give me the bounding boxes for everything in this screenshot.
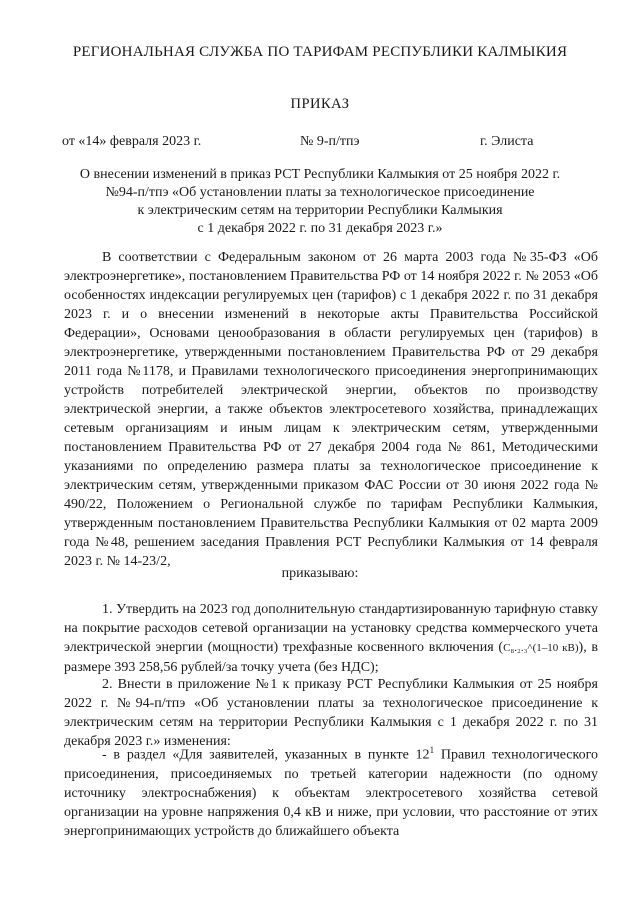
- item-2-paragraph: 2. Внести в приложение №1 к приказу РСТ Республики Калмыкия от 25 ноября 2022 г. №94-п/тпэ «Об установлении платы за технологическое присоединение к электрическим сетям на территории Республики Калмыкия с 1 декабря 2022 г. по 31 декабря 2023 г.» изменения:: [64, 677, 598, 749]
- order-number: № 9-п/тпэ: [300, 134, 360, 149]
- footnote-superscript: 1: [429, 745, 435, 755]
- item-3-paragraph: [64, 741, 598, 841]
- order-title: [40, 166, 600, 238]
- item-3-text-after: Правил технологического присоединения, присоединяемых по третьей категории надежности (по одному источнику электроснабжения) к объектам электросетевого хозяйства сетевой организации на уровне напряжения 0,4 кВ и ниже, при условии, что расстояние от этих энергопринимающих устройств до ближайшего объекта: [64, 747, 599, 839]
- title-line: с 1 декабря 2022 г. по 31 декабря 2023 г.»: [197, 221, 443, 236]
- order-date: от «14» февраля 2023 г.: [62, 134, 202, 149]
- title-line: №94-п/тпэ «Об установлении платы за технологическое присоединение: [105, 185, 535, 200]
- item-3-text-before: - в раздел «Для заявителей, указанных в пункте 12: [102, 747, 430, 763]
- title-line: к электрическим сетям на территории Республики Калмыкия: [137, 203, 503, 218]
- tariff-formula: C₈.₂.₃^(1–10 кВ): [503, 642, 579, 654]
- title-line: О внесении изменений в приказ РСТ Республики Калмыкия от 25 ноября 2022 г.: [79, 167, 561, 182]
- organization-name: РЕГИОНАЛЬНАЯ СЛУЖБА ПО ТАРИФАМ РЕСПУБЛИКИ КАЛМЫКИЯ: [72, 44, 568, 60]
- item-1-text-before: 1. Утвердить на 2023 год дополнительную стандартизированную тарифную ставку на покрытие расходов сетевой организации на установку средства коммерческого учета электрической энергии (мощности) трехфазные косвенного включения (: [64, 602, 598, 655]
- document-type: ПРИКАЗ: [290, 96, 350, 112]
- order-city: г. Элиста: [480, 134, 534, 149]
- order-word: приказываю:: [281, 566, 359, 581]
- item-1-paragraph: [64, 600, 598, 677]
- preamble-paragraph: В соответствии с Федеральным законом от 26 марта 2003 года №35-ФЗ «Об электроэнергетике», постановлением Правительства РФ от 14 ноября 2022 г. № 2053 «Об особенностях индексации регулируемых цен (тарифов) с 1 декабря 2022 г. по 31 декабря 2023 г. и о внесении изменений в некоторые акты Правительства Российской Федерации», Основами ценообразования в области регулируемых цен (тарифов) в электроэнергетике, утвержденными постановлением Правительства РФ от 29 декабря 2011 года №1178, и Правилами технологического присоединения энергопринимающих устройств потребителей электрической энергии, объектов по производству электрической энергии, а также объектов электросетевого хозяйства, принадлежащих сетевым организациям и иным лицам к электрическим сетям, утвержденными постановлением Правительства РФ от 27 декабря 2004 года № 861, Методическими указаниями по определению размера платы за технологическое присоединение к электрическим сетям, утвержденными приказом ФАС России от 30 июня 2022 года № 490/22, Положением о Региональной службе по тарифам Республики Калмыкия, утвержденным постановлением Правительства Республики Калмыкия от 02 марта 2009 года №48, решением заседания Правления РСТ Республики Калмыкия от 14 февраля 2023 г. № 14-23/2,: [64, 250, 598, 569]
- item-1-text-after: ), в размере 393 258,56 рублей/за точку учета (без НДС);: [64, 640, 598, 675]
